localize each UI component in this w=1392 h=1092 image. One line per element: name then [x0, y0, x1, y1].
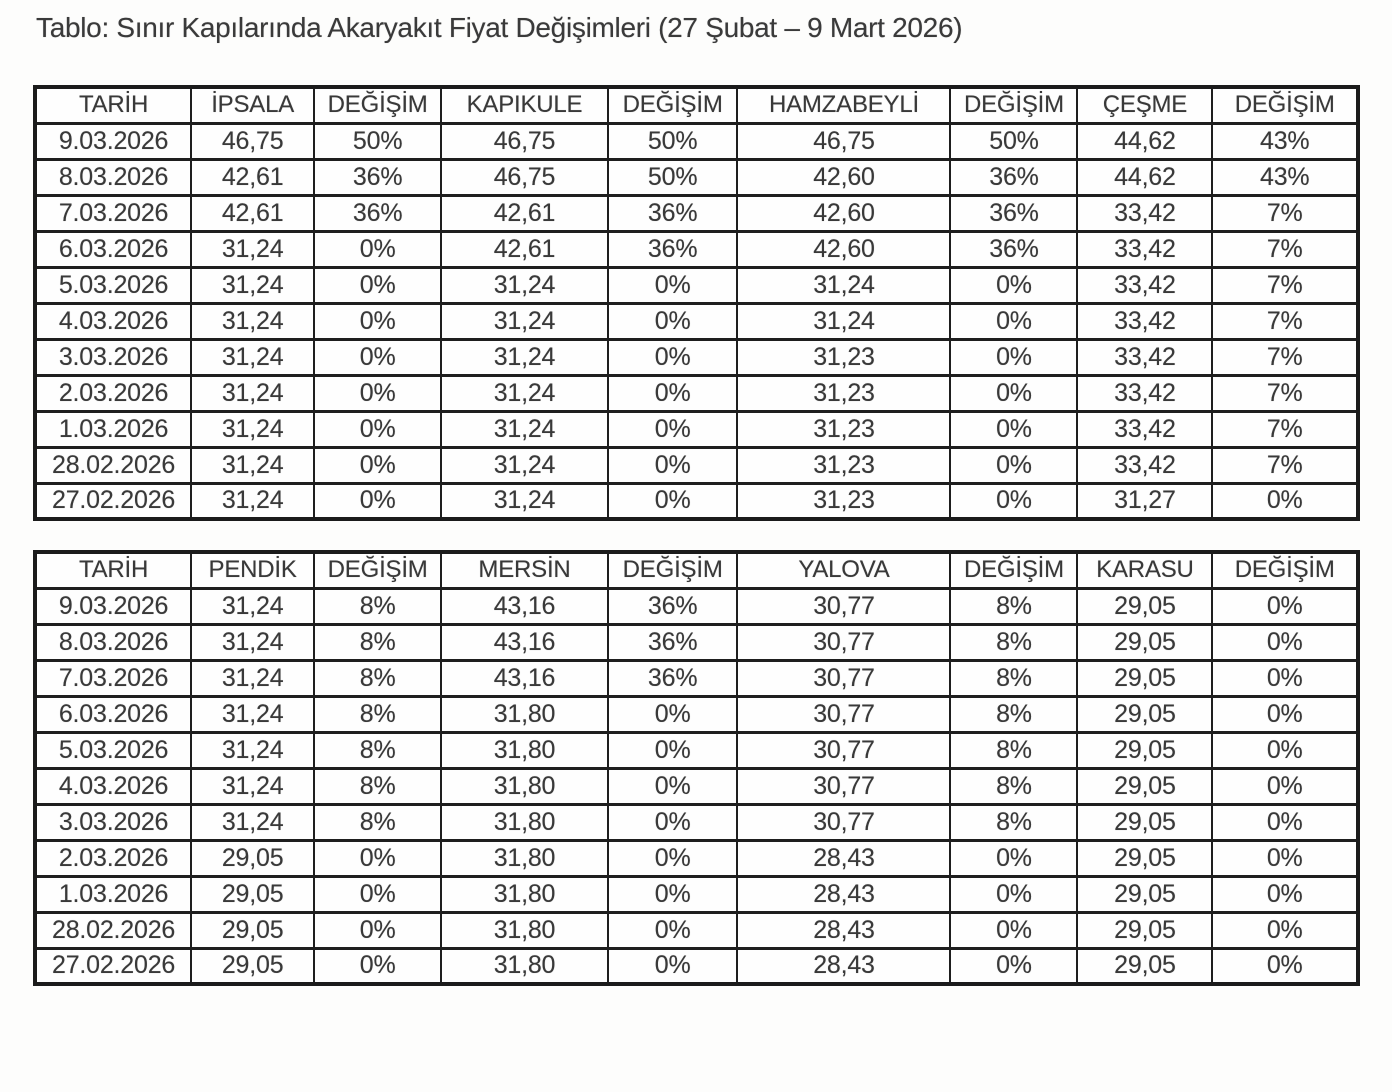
date-cell: 28.02.2026	[35, 912, 191, 948]
table-row	[35, 804, 1358, 840]
value-cell: 0%	[314, 912, 441, 948]
value-cell: 43,16	[441, 588, 608, 624]
date-cell: 27.02.2026	[35, 948, 191, 984]
column-header: DEĞİŞİM	[314, 552, 441, 588]
value-cell: 31,80	[441, 696, 608, 732]
value-cell: 7%	[1212, 411, 1358, 447]
value-cell: 50%	[608, 123, 738, 159]
date-cell: 6.03.2026	[35, 231, 191, 267]
value-cell: 0%	[950, 411, 1077, 447]
value-cell: 31,23	[737, 411, 950, 447]
table-row	[35, 231, 1358, 267]
value-cell: 31,80	[441, 840, 608, 876]
value-cell: 30,77	[737, 732, 950, 768]
table-row	[35, 303, 1358, 339]
table-row	[35, 411, 1358, 447]
value-cell: 0%	[608, 267, 738, 303]
value-cell: 0%	[608, 840, 738, 876]
value-cell: 31,24	[191, 231, 314, 267]
table-row	[35, 840, 1358, 876]
value-cell: 36%	[950, 195, 1077, 231]
value-cell: 42,61	[441, 231, 608, 267]
value-cell: 28,43	[737, 876, 950, 912]
value-cell: 31,24	[441, 375, 608, 411]
date-cell: 7.03.2026	[35, 195, 191, 231]
value-cell: 0%	[314, 483, 441, 519]
column-header: İPSALA	[191, 87, 314, 123]
value-cell: 0%	[608, 804, 738, 840]
value-cell: 0%	[950, 840, 1077, 876]
value-cell: 0%	[608, 912, 738, 948]
value-cell: 0%	[608, 732, 738, 768]
fuel-price-table-port-gates	[33, 550, 1360, 986]
column-header: HAMZABEYLİ	[737, 87, 950, 123]
value-cell: 31,23	[737, 483, 950, 519]
value-cell: 33,42	[1077, 375, 1212, 411]
table-spacer	[33, 521, 1360, 550]
table-row	[35, 588, 1358, 624]
value-cell: 31,80	[441, 876, 608, 912]
value-cell: 0%	[314, 267, 441, 303]
value-cell: 28,43	[737, 840, 950, 876]
value-cell: 0%	[950, 375, 1077, 411]
value-cell: 8%	[950, 588, 1077, 624]
value-cell: 0%	[314, 231, 441, 267]
value-cell: 29,05	[1077, 588, 1212, 624]
table-row	[35, 267, 1358, 303]
date-cell: 1.03.2026	[35, 411, 191, 447]
value-cell: 29,05	[1077, 624, 1212, 660]
table-row	[35, 732, 1358, 768]
value-cell: 7%	[1212, 375, 1358, 411]
value-cell: 46,75	[191, 123, 314, 159]
value-cell: 31,80	[441, 912, 608, 948]
value-cell: 0%	[950, 876, 1077, 912]
value-cell: 0%	[608, 696, 738, 732]
value-cell: 30,77	[737, 660, 950, 696]
value-cell: 31,24	[441, 483, 608, 519]
value-cell: 46,75	[441, 123, 608, 159]
date-cell: 9.03.2026	[35, 123, 191, 159]
value-cell: 43,16	[441, 624, 608, 660]
value-cell: 31,23	[737, 447, 950, 483]
value-cell: 0%	[608, 375, 738, 411]
value-cell: 33,42	[1077, 231, 1212, 267]
value-cell: 31,80	[441, 948, 608, 984]
value-cell: 31,24	[191, 588, 314, 624]
value-cell: 31,24	[191, 483, 314, 519]
value-cell: 0%	[608, 411, 738, 447]
value-cell: 0%	[1212, 768, 1358, 804]
value-cell: 0%	[608, 948, 738, 984]
value-cell: 50%	[950, 123, 1077, 159]
value-cell: 8%	[950, 624, 1077, 660]
table-row	[35, 768, 1358, 804]
value-cell: 29,05	[1077, 948, 1212, 984]
column-header: DEĞİŞİM	[950, 552, 1077, 588]
table-row	[35, 912, 1358, 948]
value-cell: 0%	[314, 876, 441, 912]
value-cell: 42,61	[191, 195, 314, 231]
value-cell: 8%	[314, 624, 441, 660]
column-header: TARİH	[35, 87, 191, 123]
column-header: YALOVA	[737, 552, 950, 588]
value-cell: 30,77	[737, 624, 950, 660]
table-row	[35, 624, 1358, 660]
value-cell: 31,80	[441, 732, 608, 768]
value-cell: 8%	[314, 588, 441, 624]
value-cell: 31,24	[191, 339, 314, 375]
value-cell: 0%	[314, 375, 441, 411]
value-cell: 50%	[314, 123, 441, 159]
value-cell: 0%	[1212, 660, 1358, 696]
value-cell: 33,42	[1077, 339, 1212, 375]
value-cell: 31,23	[737, 375, 950, 411]
table-row	[35, 483, 1358, 519]
value-cell: 0%	[950, 339, 1077, 375]
value-cell: 0%	[1212, 483, 1358, 519]
column-header: DEĞİŞİM	[1212, 87, 1358, 123]
value-cell: 43,16	[441, 660, 608, 696]
value-cell: 8%	[950, 732, 1077, 768]
date-cell: 9.03.2026	[35, 588, 191, 624]
value-cell: 0%	[1212, 696, 1358, 732]
column-header: KARASU	[1077, 552, 1212, 588]
value-cell: 0%	[608, 876, 738, 912]
value-cell: 31,24	[191, 660, 314, 696]
value-cell: 30,77	[737, 696, 950, 732]
value-cell: 7%	[1212, 303, 1358, 339]
value-cell: 29,05	[1077, 804, 1212, 840]
value-cell: 42,60	[737, 195, 950, 231]
column-header: KAPIKULE	[441, 87, 608, 123]
table-row	[35, 948, 1358, 984]
value-cell: 0%	[608, 483, 738, 519]
value-cell: 31,24	[191, 804, 314, 840]
value-cell: 33,42	[1077, 267, 1212, 303]
value-cell: 36%	[608, 195, 738, 231]
table-row	[35, 375, 1358, 411]
value-cell: 33,42	[1077, 303, 1212, 339]
value-cell: 33,42	[1077, 447, 1212, 483]
column-header: MERSİN	[441, 552, 608, 588]
date-cell: 1.03.2026	[35, 876, 191, 912]
date-cell: 3.03.2026	[35, 339, 191, 375]
value-cell: 8%	[950, 660, 1077, 696]
value-cell: 0%	[1212, 912, 1358, 948]
value-cell: 0%	[314, 948, 441, 984]
table-row	[35, 447, 1358, 483]
date-cell: 2.03.2026	[35, 840, 191, 876]
date-cell: 5.03.2026	[35, 732, 191, 768]
table-row	[35, 696, 1358, 732]
value-cell: 31,24	[191, 447, 314, 483]
value-cell: 29,05	[1077, 768, 1212, 804]
value-cell: 46,75	[441, 159, 608, 195]
column-header: DEĞİŞİM	[950, 87, 1077, 123]
value-cell: 36%	[950, 231, 1077, 267]
value-cell: 50%	[608, 159, 738, 195]
value-cell: 28,43	[737, 948, 950, 984]
column-header: DEĞİŞİM	[608, 87, 738, 123]
value-cell: 8%	[950, 696, 1077, 732]
value-cell: 31,80	[441, 768, 608, 804]
value-cell: 31,24	[737, 267, 950, 303]
value-cell: 36%	[314, 195, 441, 231]
value-cell: 0%	[314, 303, 441, 339]
value-cell: 31,24	[191, 624, 314, 660]
date-cell: 8.03.2026	[35, 159, 191, 195]
value-cell: 0%	[1212, 624, 1358, 660]
value-cell: 29,05	[1077, 732, 1212, 768]
value-cell: 0%	[1212, 840, 1358, 876]
value-cell: 0%	[314, 411, 441, 447]
value-cell: 7%	[1212, 339, 1358, 375]
date-cell: 3.03.2026	[35, 804, 191, 840]
value-cell: 36%	[608, 624, 738, 660]
value-cell: 8%	[314, 660, 441, 696]
value-cell: 29,05	[1077, 912, 1212, 948]
value-cell: 0%	[1212, 948, 1358, 984]
value-cell: 36%	[608, 231, 738, 267]
table-row	[35, 876, 1358, 912]
value-cell: 0%	[1212, 588, 1358, 624]
column-header: PENDİK	[191, 552, 314, 588]
table-row	[35, 159, 1358, 195]
date-cell: 7.03.2026	[35, 660, 191, 696]
value-cell: 31,27	[1077, 483, 1212, 519]
table-row	[35, 195, 1358, 231]
column-header: ÇEŞME	[1077, 87, 1212, 123]
value-cell: 36%	[950, 159, 1077, 195]
value-cell: 7%	[1212, 267, 1358, 303]
value-cell: 0%	[608, 339, 738, 375]
value-cell: 43%	[1212, 159, 1358, 195]
value-cell: 31,24	[191, 696, 314, 732]
value-cell: 44,62	[1077, 159, 1212, 195]
value-cell: 31,24	[191, 768, 314, 804]
value-cell: 44,62	[1077, 123, 1212, 159]
table-header-row	[35, 552, 1358, 588]
date-cell: 8.03.2026	[35, 624, 191, 660]
value-cell: 29,05	[1077, 876, 1212, 912]
value-cell: 31,24	[191, 732, 314, 768]
value-cell: 30,77	[737, 804, 950, 840]
table-row	[35, 339, 1358, 375]
value-cell: 33,42	[1077, 411, 1212, 447]
value-cell: 0%	[1212, 804, 1358, 840]
value-cell: 29,05	[191, 912, 314, 948]
value-cell: 8%	[314, 732, 441, 768]
date-cell: 2.03.2026	[35, 375, 191, 411]
value-cell: 31,24	[441, 267, 608, 303]
value-cell: 29,05	[1077, 696, 1212, 732]
value-cell: 7%	[1212, 231, 1358, 267]
column-header: TARİH	[35, 552, 191, 588]
value-cell: 0%	[950, 483, 1077, 519]
value-cell: 31,24	[441, 339, 608, 375]
value-cell: 8%	[314, 804, 441, 840]
value-cell: 31,80	[441, 804, 608, 840]
value-cell: 29,05	[191, 876, 314, 912]
date-cell: 4.03.2026	[35, 303, 191, 339]
value-cell: 0%	[314, 840, 441, 876]
value-cell: 31,24	[441, 303, 608, 339]
value-cell: 0%	[950, 912, 1077, 948]
value-cell: 29,05	[191, 840, 314, 876]
value-cell: 31,24	[737, 303, 950, 339]
value-cell: 42,61	[191, 159, 314, 195]
fuel-price-table-west-gates	[33, 85, 1360, 521]
value-cell: 0%	[1212, 876, 1358, 912]
value-cell: 29,05	[1077, 840, 1212, 876]
value-cell: 31,24	[191, 267, 314, 303]
value-cell: 0%	[608, 768, 738, 804]
value-cell: 36%	[608, 588, 738, 624]
date-cell: 28.02.2026	[35, 447, 191, 483]
value-cell: 0%	[608, 303, 738, 339]
table-header-row	[35, 87, 1358, 123]
value-cell: 8%	[950, 804, 1077, 840]
value-cell: 7%	[1212, 447, 1358, 483]
page-title: Tablo: Sınır Kapılarında Akaryakıt Fiyat Değişimleri (27 Şubat – 9 Mart 2026)	[36, 12, 963, 43]
value-cell: 31,24	[191, 303, 314, 339]
table-row	[35, 660, 1358, 696]
value-cell: 0%	[1212, 732, 1358, 768]
date-cell: 4.03.2026	[35, 768, 191, 804]
value-cell: 0%	[950, 948, 1077, 984]
date-cell: 5.03.2026	[35, 267, 191, 303]
value-cell: 33,42	[1077, 195, 1212, 231]
value-cell: 30,77	[737, 588, 950, 624]
value-cell: 42,60	[737, 159, 950, 195]
value-cell: 46,75	[737, 123, 950, 159]
date-cell: 27.02.2026	[35, 483, 191, 519]
value-cell: 42,61	[441, 195, 608, 231]
value-cell: 29,05	[1077, 660, 1212, 696]
date-cell: 6.03.2026	[35, 696, 191, 732]
value-cell: 31,24	[191, 375, 314, 411]
value-cell: 0%	[950, 267, 1077, 303]
value-cell: 42,60	[737, 231, 950, 267]
value-cell: 31,24	[441, 447, 608, 483]
value-cell: 31,23	[737, 339, 950, 375]
value-cell: 0%	[608, 447, 738, 483]
column-header: DEĞİŞİM	[1212, 552, 1358, 588]
value-cell: 8%	[314, 696, 441, 732]
value-cell: 0%	[950, 447, 1077, 483]
value-cell: 43%	[1212, 123, 1358, 159]
value-cell: 31,24	[191, 411, 314, 447]
value-cell: 28,43	[737, 912, 950, 948]
value-cell: 36%	[314, 159, 441, 195]
value-cell: 7%	[1212, 195, 1358, 231]
value-cell: 29,05	[191, 948, 314, 984]
table-row	[35, 123, 1358, 159]
value-cell: 0%	[314, 339, 441, 375]
column-header: DEĞİŞİM	[608, 552, 738, 588]
value-cell: 30,77	[737, 768, 950, 804]
value-cell: 8%	[314, 768, 441, 804]
value-cell: 0%	[950, 303, 1077, 339]
value-cell: 36%	[608, 660, 738, 696]
column-header: DEĞİŞİM	[314, 87, 441, 123]
value-cell: 8%	[950, 768, 1077, 804]
value-cell: 0%	[314, 447, 441, 483]
value-cell: 31,24	[441, 411, 608, 447]
